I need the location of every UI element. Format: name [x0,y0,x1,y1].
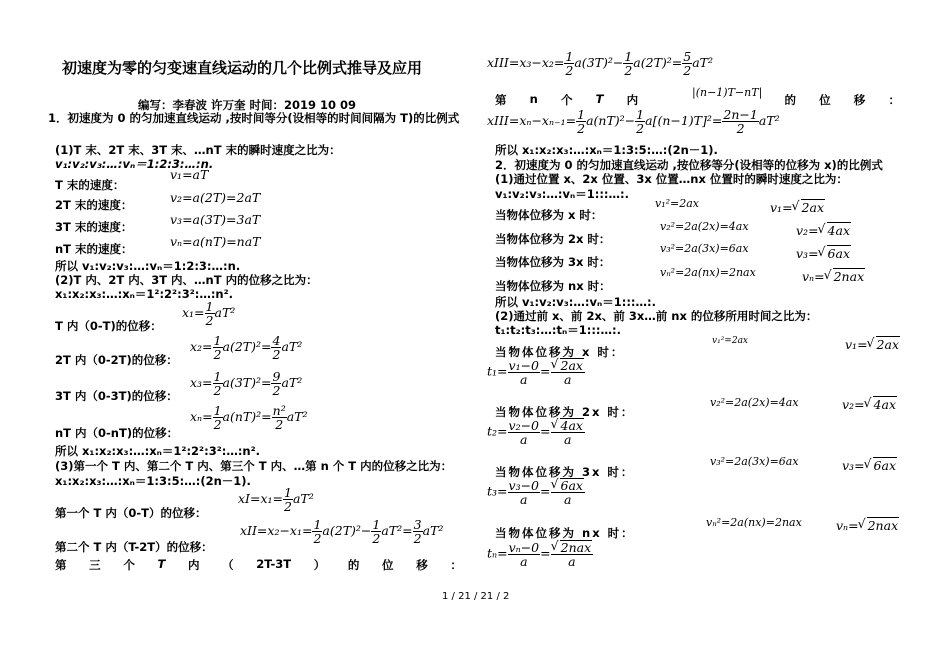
s1-1-ratio: v₁:v₂:v₃:…:vₙ＝1:2:3:…:n. [55,157,214,171]
frac-num: 1 [372,517,381,532]
t-eq-4: tₙ= $\frac{\text{vₙ−0}}{a}$ = √ $\frac{\text{2nax}}{a}$ [487,540,593,568]
frac-den: a [520,553,528,569]
xII-lhs: xII=x₂−x₁= [240,523,313,539]
v-name: v₁= [770,200,793,215]
t-v-1 [845,336,900,352]
pos-v-4 [802,268,865,284]
frac-num: n² [272,403,286,418]
sqrt [819,245,851,261]
word: 的 [347,558,360,572]
frac-den: 2 [284,499,292,515]
frac-den: 2 [313,531,322,547]
s1-1-heading: (1)T 末、2T 末、3T 末、…nT 末的瞬时速度之比为： [55,143,341,157]
result-frac [272,404,287,431]
x-eq-3-mid: a(3T)²= [222,375,272,391]
frac-den: a [568,554,576,570]
word: 个 [123,558,135,572]
result-frac [682,50,692,77]
xI-eq [238,486,314,513]
sqrt [552,478,584,492]
result-frac [271,334,281,361]
x-eq-n-tail: aT² [286,409,308,425]
x-eq-1 [182,300,235,327]
frac-num: 1 [213,403,222,418]
word: 的 [784,93,796,107]
xN-eq [487,108,780,135]
s2-1-ratio: v₁:v₂:v₃:…:vₙ＝1:::…:. [495,187,629,201]
v-name: v₂= [842,397,865,412]
frac-num: v₁−0 [508,357,540,373]
frac [551,358,585,386]
s1-3-heading: (3)第一个 T 内、第二个 T 内、第三个 T 内、…第 n 个 T 内的位移之比为： [55,459,453,473]
pos-eq-4: vₙ²=2a(nx)=2nax [660,266,756,279]
x-eq-2-mid: a(2T)²= [222,339,272,355]
pos-v-3 [796,245,851,261]
frac-den: 2 [636,121,645,137]
radicand: 2nax [867,518,899,533]
page-footer: 1 / 21 / 21 / 2 [442,591,510,602]
x-eq-n [190,404,308,431]
frac [551,478,585,506]
radicand: 2nax [560,540,592,555]
t-name: tₙ= [487,545,508,561]
radicand: 6ax [827,246,851,261]
frac-num [551,478,585,493]
frac-num: 1 [213,369,222,384]
v-label-2: 2T 末的速度： [55,198,133,212]
v-name: v₂= [796,223,819,238]
v-eq-1: v₁=aT [170,167,209,182]
t-name: t₃= [487,483,508,499]
xN-lhs: xIII=xₙ−xₙ₋₁= [487,113,577,129]
second-T-label: 第二个 T 内（T-2T）的位移： [55,540,213,554]
word: 2T-3T [256,557,292,571]
s2-2-ratio: t₁:t₂:t₃:…:tₙ＝1:::…:. [495,323,622,337]
xII-tail: aT²= [381,523,413,539]
t-label-2: 当物体位移为 2x 时： [495,405,635,419]
v-name: v₃= [796,246,819,261]
frac-den: 2 [272,347,281,363]
radicand: 2ax [801,200,825,215]
frac-num: 9 [272,369,281,384]
frac-den: 2 [413,531,422,547]
frac-num: vₙ−0 [508,539,540,555]
t-label-3: 当物体位移为 3x 时： [495,465,635,479]
frac [551,418,585,446]
s1-2-ratio: x₁:x₂:x₃:…:xₙ＝1²:2²:3²:…:n². [55,287,234,301]
half-frac [623,50,633,77]
sqrt [552,540,593,554]
x-eq-2 [190,334,302,361]
author-line: 编写：李春波 许万奎 时间：2019 10 09 [138,98,357,112]
s1-2-heading: (2)T 内、2T 内、3T 内、…nT 内的位移之比为： [55,273,318,287]
word: T [157,557,166,571]
pos-v-1 [770,199,825,215]
frac-num: v₃−0 [508,477,540,493]
x-label-3: 3T 内（0-3T)的位移： [55,389,178,403]
v-eq-2: v₂=a(2T)=2aT [170,190,261,205]
frac-num [551,358,585,373]
t-eq-left-2: v₂²=2a(2x)=4ax [710,396,799,409]
word: 第 [55,558,67,572]
v-name: vₙ= [836,518,859,533]
s2-1-heading: (1)通过位置 x、2x 位置、3x 位置…nx 位置时的瞬时速度之比为： [495,172,848,186]
result-frac [413,518,423,545]
pos-v-2 [796,222,851,238]
xI-lhs: xI=x₁= [238,491,283,507]
section1-intro: 1．初速度为 0 的匀加速直线运动 ,按时间等分(设相等的时间间隔为 T)的比例式 [48,111,460,125]
word: 个 [561,93,573,107]
t-eq-2: t₂= $\frac{\text{v₂−0}}{a}$ = √ $\frac{4ax}{a}$ [487,418,585,446]
nth-interval: |(n−1)T−nT| [692,86,763,99]
v-label-4: nT 末的速度： [55,242,133,256]
radicand: 4ax [873,397,897,412]
s1-3-conclusion: 所以 x₁:x₂:x₃:…:xₙ＝1:3:5:…:(2n－1). [495,143,718,157]
x-eq-3 [190,370,302,397]
frac-den: a [520,431,528,447]
word: （ [222,558,234,572]
t-v-3 [842,457,897,473]
frac-den: 2 [205,313,214,329]
half-frac [205,300,215,327]
frac-num [551,418,585,433]
half-frac [635,108,645,135]
word: ） [313,558,326,572]
frac-num: 1 [213,333,222,348]
x-label-2: 2T 内（0-2T)的位移： [55,353,178,367]
t-v-4 [836,517,899,533]
pos-label-1: 当物体位移为 x 时： [495,208,603,222]
frac-den: a [564,372,572,388]
frac-num: 1 [624,49,633,64]
half-frac [576,108,586,135]
x-eq-3-tail: aT² [281,375,303,391]
s1-1-conclusion: 所以 v₁:v₂:v₃:…:vₙ＝1:2:3:…:n. [55,259,241,273]
frac-den: 2 [275,417,284,433]
section2-intro: 2．初速度为 0 的匀加速直线运动 ,按位移等分(设相等的位移为 x)的比例式 [495,158,883,172]
frac-den: a [564,492,572,508]
word: 三 [89,558,101,572]
xN-mid: a(nT)²− [586,113,636,129]
word: ： [450,558,462,572]
frac-den: 2 [372,531,381,547]
x-eq-3-lhs: x₃= [190,375,213,391]
s1-2-conclusion: 所以 x₁:x₂:x₃:…:xₙ＝1²:2²:3²:…:n². [55,444,261,458]
frac-den: 2 [624,63,633,79]
x-eq-n-lhs: xₙ= [190,409,213,425]
frac-den: a [520,491,528,507]
pos-eq-3: v₃²=2a(3x)=6ax [660,242,749,255]
pos-label-2: 当物体位移为 2x 时： [495,232,611,246]
frac-den: 2 [213,383,222,399]
sqrt [865,396,897,412]
frac-num: 1 [205,299,214,314]
page-title: 初速度为零的匀变速直线运动的几个比例式推导及应用 [62,59,423,77]
frac-den: 2 [213,417,222,433]
pos-label-4: 当物体位移为 nx 时： [495,279,611,293]
sqrt [793,199,825,215]
v-eq-3: v₃=a(3T)=3aT [170,212,261,227]
v-name: v₃= [842,458,865,473]
half-frac [213,370,223,397]
half-frac [564,50,574,77]
result-frac [722,108,758,135]
pos-eq-2: v₂²=2a(2x)=4ax [660,220,749,233]
xIII-eq [487,50,713,77]
frac-den: 2 [565,63,574,79]
word: 第 [495,93,507,107]
pos-label-3: 当物体位移为 3x 时： [495,255,611,269]
frac-den: 2 [683,63,692,79]
word: T [595,92,604,106]
word: 内 [187,558,200,572]
t-eq-3: t₃= $\frac{\text{v₃−0}}{a}$ = √ $\frac{6ax}{a}$ [487,478,585,506]
v-label-3: 3T 末的速度： [55,220,133,234]
v-eq-4: vₙ=a(nT)=naT [170,234,261,249]
word: 位 [382,558,394,572]
radicand: 2ax [876,337,900,352]
t-name: t₁= [487,363,508,379]
frac-num [551,540,594,555]
frac-num: 1 [565,49,574,64]
t-eq-1: t₁= $\frac{\text{v₁−0}}{a}$ = √ $\frac{2ax}{a}$ [487,358,585,386]
word: 移 [853,93,866,107]
t-eq-left-1: v₁²=2ax [712,336,749,346]
half-frac [371,518,381,545]
t-v-2 [842,396,897,412]
xIII-mid: a(3T)²− [574,55,624,71]
xIII-lhs: xIII=x₃−x₂= [487,55,565,71]
t-label-4: 当物体位移为 nx 时： [495,526,635,540]
sqrt [552,358,584,372]
frac [508,419,541,446]
half-frac [213,404,223,431]
x-label-1: T 内（0-T)的位移： [55,319,162,333]
sqrt [865,457,897,473]
s2-1-conclusion: 所以 v₁:v₂:v₃:…:vₙ＝1:::…:. [495,295,656,309]
half-frac [283,486,293,513]
frac [508,479,541,506]
radicand: 2nax [833,269,865,284]
sqrt [868,336,900,352]
third-T-label [55,557,462,573]
sqrt [552,418,584,432]
t-eq-left-4: vₙ²=2a(nx)=2nax [706,516,802,529]
xN-res: aT² [758,113,780,129]
frac [508,541,541,568]
frac-num: 1 [284,485,292,500]
frac-den: 2 [577,121,586,137]
radicand: 2ax [560,358,583,373]
result-frac [271,370,281,397]
frac-num: 5 [683,49,692,64]
frac-num: 1 [313,517,322,532]
xIII-tail: a(2T)²= [633,55,683,71]
frac-num: v₂−0 [508,417,540,433]
xII-mid: a(2T)²− [322,523,372,539]
word: 位 [819,93,831,107]
word: 移 [416,558,428,572]
pos-eq-1: v₁²=2ax [655,197,700,210]
half-frac [312,518,322,545]
frac-num: 3 [413,517,422,532]
x-eq-n-mid: a(nT)²= [222,409,272,425]
frac-den: 2 [736,121,745,137]
x-eq-2-tail: aT² [281,339,303,355]
sqrt [825,268,866,284]
x-eq-2-lhs: x₂= [190,339,213,355]
frac [508,359,541,386]
t-name: t₂= [487,423,508,439]
xII-res: aT² [422,523,444,539]
xN-tail: a[(n−1)T]²= [645,113,723,129]
frac-num: 4 [272,333,281,348]
radicand: 4ax [560,418,583,433]
frac-den: 2 [272,383,281,399]
radicand: 6ax [560,478,583,493]
word: n [529,92,538,106]
word: 内 [626,93,639,107]
frac-den: 2 [213,347,222,363]
t-eq-left-3: v₃²=2a(3x)=6ax [710,455,799,468]
s2-2-heading: (2)通过前 x、前 2x、前 3x…前 nx 的位移所用时间之比为： [495,309,818,323]
xII-eq [240,518,443,545]
frac-num: 1 [636,107,645,122]
v-name: vₙ= [802,269,825,284]
first-T-label: 第一个 T 内（0-T）的位移： [55,506,207,520]
word: ： [888,93,900,107]
half-frac [213,334,223,361]
x-eq-1-tail: aT² [214,305,236,321]
frac-den: a [564,432,572,448]
frac-den: a [520,371,528,387]
xIII-res: aT² [692,55,714,71]
xI-tail: aT² [292,491,314,507]
v-name: v₁= [845,337,868,352]
t-label-1: 当物体位移为 x 时： [495,345,625,359]
x-label-n: nT 内（0-nT)的位移： [55,426,179,440]
frac [551,540,594,568]
x-eq-1-lhs: x₁= [182,305,205,321]
radicand: 4ax [827,223,851,238]
v-label-1: T 末的速度： [55,178,125,192]
frac-num: 1 [577,107,586,122]
sqrt [819,222,851,238]
sqrt [859,517,900,533]
frac-num: 2n−1 [723,107,758,122]
radicand: 6ax [873,458,897,473]
s1-3-ratio: x₁:x₂:x₃:…:xₙ＝1:3:5:…:(2n－1). [55,474,251,488]
